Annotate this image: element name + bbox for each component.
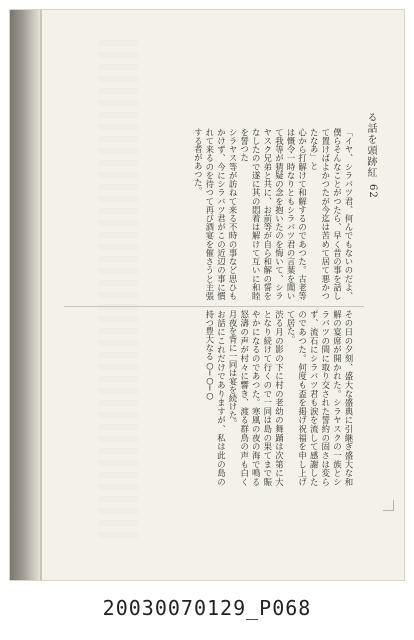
lower-text-column xyxy=(72,310,354,486)
lower-paragraph-3: お話にこれだけでありますが、私は此の島の持つ豊大なる○─○─○ xyxy=(204,310,227,486)
book-page xyxy=(44,10,404,580)
section-divider xyxy=(64,306,364,307)
upper-paragraph-3: シラヤス等が訪ねて来る不時の事など思ひもかけず、今にシラバツ君がこの近辺の事に慣れて来るのを待つて再び酒宴を催さうと主張する者があつた。 xyxy=(193,128,239,300)
facing-page-edge xyxy=(10,10,44,580)
page-number: 62 xyxy=(367,184,378,199)
upper-text-column xyxy=(72,128,354,300)
scanned-page xyxy=(10,10,404,580)
image-caption: 20030070129_P068 xyxy=(102,596,312,620)
page-header xyxy=(363,112,378,199)
lower-paragraph-1: その日の夕刻、盛大な盛典に引継ぎ盛大な和解の宴席が開かれた。シラヤスクの一族とシラバツの間に取り交された誓約の固さは変らず、流石にシラバツ君も涙を流して感謝したのであつた。何度も盃を掲げ祝福を申し上げて居た。 xyxy=(286,310,354,486)
upper-paragraph-2: 心から打解けて和解するのであつた。古老等は慨令一時なりともシラバツ君の言葉を聞いて我等が猜疑の念を抱いたのを悔いて、シラヤスク兄弟と共に、お前等が自ら和解の誓をなしたので遂に其の悶着は解けて互いに和睦を誓つた xyxy=(239,128,308,300)
running-title: る話を頭跡紅 xyxy=(365,112,376,178)
book-spine xyxy=(40,10,42,580)
upper-paragraph-1: 「イヤ、シラバツ君、何んでもないのだよ、僕らそんなことがつたら、早く昔の事を話して置けばよかつたが今迄は苦めて居て悪かつたなあ」と xyxy=(309,128,354,300)
lower-paragraph-2: 渋る月の影の下に村の老幼の舞踊は次第に大となり続けて行くので一同は島の果てまで賑やかになるのであつた。寒風の夜の海で鳴る怒濤の声が村々に響き、渡る群鳥の声も白く月夜を背に一同は宴を続けた。 xyxy=(228,310,285,486)
crop-mark xyxy=(383,500,394,511)
